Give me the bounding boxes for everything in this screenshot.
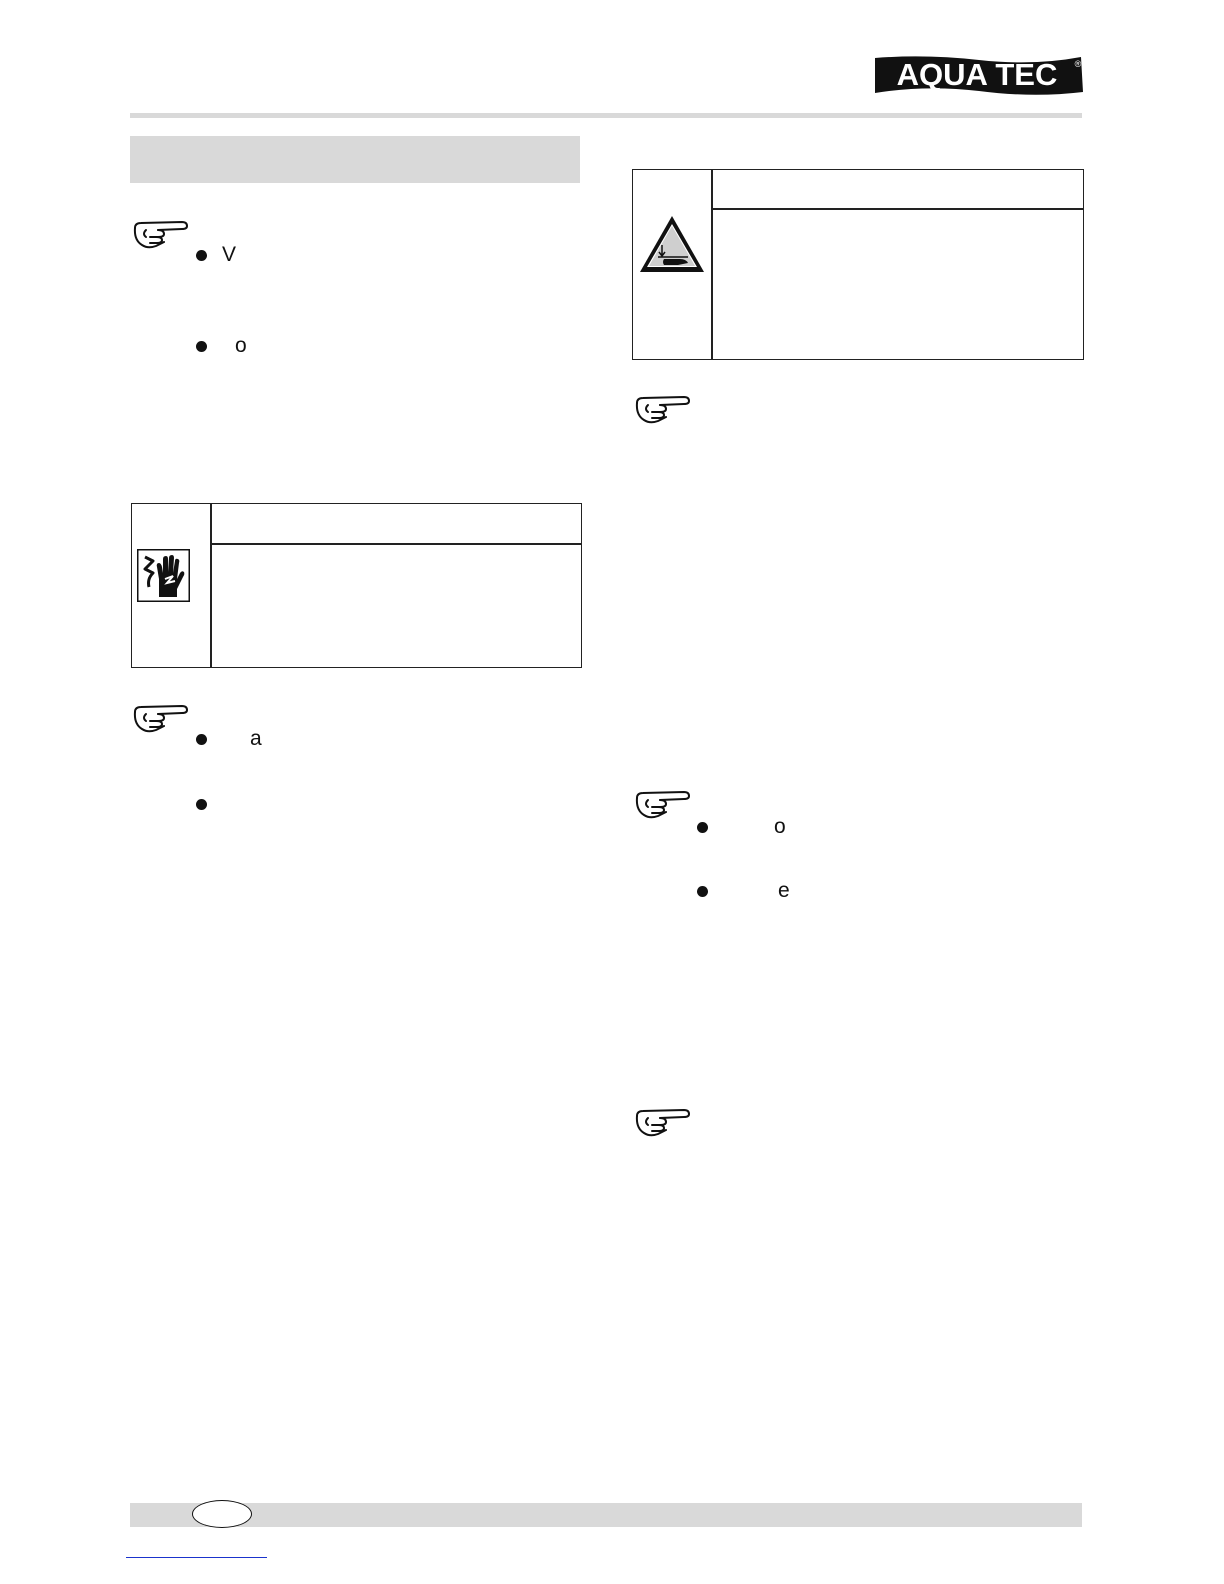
warning-box-title-divider: [711, 208, 1083, 210]
pointing-hand-icon: [132, 702, 188, 734]
pointing-hand-icon: [634, 1106, 690, 1138]
footer-bar: [130, 1503, 1082, 1527]
bullet-text: e: [778, 879, 790, 902]
pointing-hand-icon: [634, 393, 690, 425]
footer-link-underline[interactable]: [126, 1557, 267, 1558]
section-heading-bar: [130, 136, 580, 183]
warning-box-divider: [711, 170, 713, 359]
bullet-dot: [196, 799, 207, 810]
crush-hazard-warning-box: [632, 169, 1084, 360]
warning-box-divider: [210, 504, 212, 667]
header-rule: [130, 113, 1082, 118]
svg-text:AQUA TEC: AQUA TEC: [896, 57, 1058, 92]
pointing-hand-icon: [132, 218, 188, 250]
bullet-text: o: [235, 334, 247, 357]
svg-text:®: ®: [1074, 59, 1082, 69]
bullet-dot: [196, 734, 207, 745]
bullet-dot: [697, 886, 708, 897]
bullet-dot: [697, 822, 708, 833]
warning-box-title-divider: [210, 543, 581, 545]
bullet-dot: [196, 250, 207, 261]
bullet-text: o: [774, 815, 786, 838]
page-number-oval: [192, 1500, 252, 1528]
aquatec-logo: [873, 54, 1085, 96]
bullet-text: V: [222, 243, 237, 266]
pointing-hand-icon: [634, 788, 690, 820]
electric-shock-icon: [137, 549, 190, 602]
crush-hazard-icon: [638, 213, 706, 275]
electric-shock-warning-box: [131, 503, 582, 668]
bullet-dot: [196, 341, 207, 352]
bullet-text: a: [250, 727, 262, 750]
